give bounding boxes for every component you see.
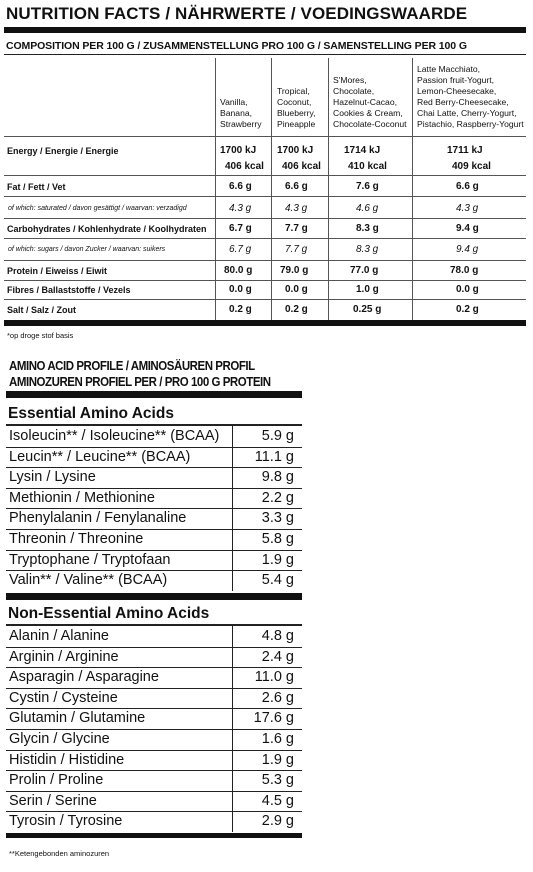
row-rule <box>4 280 526 281</box>
amino-name: Histidin / Histidine <box>9 751 125 768</box>
amino-name: Tyrosin / Tyrosine <box>9 813 123 830</box>
column-divider <box>232 467 233 488</box>
fat-value-1: 6.6 g <box>229 181 252 192</box>
row-rule <box>6 688 302 689</box>
essential-bottom-rule <box>6 593 302 600</box>
energy-kcal-2: 406 kcal <box>282 161 321 172</box>
carbs-value-1: 6.7 g <box>229 223 252 234</box>
row-rule <box>6 467 302 468</box>
row-rule <box>6 647 302 648</box>
sugars-value-3: 8.3 g <box>356 244 379 255</box>
salt-value-1: 0.2 g <box>229 304 252 315</box>
amino-name: Leucin** / Leucine** (BCAA) <box>9 448 191 465</box>
column-divider <box>232 529 233 550</box>
amino-name: Lysin / Lysine <box>9 469 96 486</box>
energy-kj-1: 1700 kJ <box>220 145 257 156</box>
composition-rule <box>4 54 526 55</box>
composition-heading: COMPOSITION PER 100 G / ZUSAMMENSTELLUNG PRO 100 G / SAMENSTELLING PER 100 G <box>6 40 467 52</box>
column-divider <box>232 770 233 791</box>
amino-name: Glycin / Glycine <box>9 731 110 747</box>
column-divider <box>232 667 233 688</box>
row-rule <box>4 175 526 176</box>
salt-value-4: 0.2 g <box>456 304 479 315</box>
energy-kcal-3: 410 kcal <box>348 161 387 172</box>
column-divider <box>232 447 233 468</box>
protein-value-4: 78.0 g <box>450 265 479 276</box>
footnote-bcaa: **Ketengebonden aminozuren <box>9 849 110 858</box>
energy-label: Energy / Energie / Energie <box>7 146 119 156</box>
row-rule <box>6 550 302 551</box>
salt-value-3: 0.25 g <box>353 304 382 315</box>
column-divider <box>232 750 233 771</box>
amino-name: Isoleucin** / Isoleucine** (BCAA) <box>9 428 220 444</box>
flavor-column-2: Tropical, Coconut, Blueberry, Pineapple <box>277 86 316 129</box>
column-divider <box>232 626 233 647</box>
row-rule <box>4 299 526 300</box>
column-divider <box>232 647 233 668</box>
carbs-value-2: 7.7 g <box>285 223 308 234</box>
row-rule <box>6 488 302 489</box>
row-rule <box>6 791 302 792</box>
fibres-value-4: 0.0 g <box>456 284 479 295</box>
amino-name: Methionin / Methionine <box>9 489 155 506</box>
fibres-value-3: 1.0 g <box>356 284 379 295</box>
amino-name: Asparagin / Asparagine <box>9 669 159 686</box>
amino-value: 3.3 g <box>261 510 294 527</box>
amino-value: 11.1 g <box>254 448 294 465</box>
section-rule <box>6 424 302 426</box>
amino-name: Cystin / Cysteine <box>9 689 118 706</box>
salt-value-2: 0.2 g <box>285 304 308 315</box>
column-divider <box>232 426 233 447</box>
amino-title-1: AMINO ACID PROFILE / AMINOSÄUREN PROFIL <box>9 359 255 373</box>
column-divider <box>232 811 233 832</box>
amino-name: Phenylalanin / Fenylanaline <box>9 510 187 527</box>
row-rule <box>6 750 302 751</box>
column-divider <box>232 508 233 529</box>
column-divider <box>232 729 233 750</box>
row-rule <box>4 196 526 197</box>
saturated-value-2: 4.3 g <box>285 203 308 214</box>
column-divider <box>232 570 233 591</box>
carbs-label: Carbohydrates / Kohlenhydrate / Koolhydraten <box>7 224 207 234</box>
amino-value: 2.9 g <box>261 813 294 830</box>
row-rule <box>4 238 526 239</box>
amino-name: Serin / Serine <box>9 792 97 809</box>
amino-value: 4.8 g <box>261 628 294 644</box>
row-rule <box>6 529 302 530</box>
fibres-value-1: 0.0 g <box>229 284 252 295</box>
energy-kcal-1: 406 kcal <box>225 161 264 172</box>
amino-value: 17.6 g <box>253 710 294 727</box>
amino-name: Threonin / Threonine <box>9 531 144 547</box>
flavor-column-4: Latte Macchiato, Passion fruit-Yogurt, Lemon-Cheesecake, Red Berry-Cheesecake, Chai Latte, Cherry-Yogurt, Pistachio, Raspberry-Yogurt <box>417 64 524 129</box>
sugars-value-4: 9.4 g <box>456 244 479 255</box>
energy-kcal-4: 409 kcal <box>452 161 491 172</box>
protein-value-3: 77.0 g <box>350 265 379 276</box>
amino-value: 11.0 g <box>254 669 294 686</box>
row-rule <box>4 260 526 261</box>
amino-name: Valin** / Valine** (BCAA) <box>9 572 168 589</box>
flavor-column-1: Vanilla, Banana, Strawberry <box>220 97 262 129</box>
row-rule <box>4 218 526 219</box>
column-divider <box>232 688 233 709</box>
saturated-value-1: 4.3 g <box>229 203 252 214</box>
protein-value-1: 80.0 g <box>224 265 253 276</box>
salt-label: Salt / Salz / Zout <box>7 305 77 315</box>
row-rule <box>6 508 302 509</box>
amino-bottom-rule <box>6 833 302 838</box>
energy-kj-4: 1711 kJ <box>447 145 483 156</box>
row-rule <box>6 770 302 771</box>
fat-value-3: 7.6 g <box>356 181 379 192</box>
fat-value-2: 6.6 g <box>285 181 308 192</box>
fat-label: Fat / Fett / Vet <box>7 182 66 192</box>
amino-value: 1.9 g <box>261 551 294 568</box>
row-rule <box>6 447 302 448</box>
amino-value: 1.9 g <box>261 751 294 768</box>
row-rule <box>6 708 302 709</box>
amino-value: 5.4 g <box>261 572 294 589</box>
sugars-value-2: 7.7 g <box>285 244 308 255</box>
energy-kj-2: 1700 kJ <box>277 145 314 156</box>
column-divider <box>232 708 233 729</box>
protein-label: Protein / Eiweiss / Eiwit <box>7 266 108 276</box>
carbs-value-3: 8.3 g <box>356 223 379 234</box>
fibres-value-2: 0.0 g <box>285 284 308 295</box>
amino-value: 2.2 g <box>261 489 294 506</box>
amino-value: 5.9 g <box>261 428 294 444</box>
amino-name: Arginin / Arginine <box>9 648 119 665</box>
amino-name: Prolin / Proline <box>9 772 104 789</box>
column-divider <box>232 791 233 812</box>
amino-name: Tryptophane / Tryptofaan <box>9 551 171 568</box>
fibres-label: Fibres / Ballaststoffe / Vezels <box>7 285 131 295</box>
row-rule <box>6 811 302 812</box>
sugars-label: of which: sugars / davon Zucker / waarvan: suikers <box>8 246 166 253</box>
table-bottom-rule <box>4 320 526 326</box>
amino-value: 9.8 g <box>261 469 294 486</box>
essential-heading: Essential Amino Acids <box>8 405 174 422</box>
column-divider <box>232 488 233 509</box>
amino-value: 4.5 g <box>261 792 294 809</box>
amino-value: 2.4 g <box>261 648 294 665</box>
carbs-value-4: 9.4 g <box>456 223 479 234</box>
amino-value: 5.3 g <box>261 772 294 789</box>
section-rule <box>6 624 302 626</box>
row-rule <box>4 136 526 137</box>
title-rule <box>4 27 526 33</box>
amino-name: Alanin / Alanine <box>9 628 109 644</box>
sugars-value-1: 6.7 g <box>229 244 252 255</box>
column-divider <box>232 550 233 571</box>
saturated-value-3: 4.6 g <box>356 203 379 214</box>
row-rule <box>6 570 302 571</box>
amino-value: 5.8 g <box>261 531 294 547</box>
nonessential-heading: Non-Essential Amino Acids <box>8 605 210 622</box>
nutrition-title: NUTRITION FACTS / NÄHRWERTE / VOEDINGSWAARDE <box>6 4 468 23</box>
amino-name: Glutamin / Glutamine <box>9 710 146 727</box>
saturated-value-4: 4.3 g <box>456 203 479 214</box>
row-rule <box>6 729 302 730</box>
protein-value-2: 79.0 g <box>280 265 309 276</box>
flavor-column-3: S'Mores, Chocolate, Hazelnut-Cacao, Cookies & Cream, Chocolate-Coconut <box>333 75 407 129</box>
amino-title-rule <box>6 391 302 398</box>
amino-value: 1.6 g <box>261 731 294 747</box>
fat-value-4: 6.6 g <box>456 181 479 192</box>
amino-title-2: AMINOZUREN PROFIEL PER / PRO 100 G PROTEIN <box>9 375 271 389</box>
amino-value: 2.6 g <box>261 689 294 706</box>
energy-kj-3: 1714 kJ <box>344 145 381 156</box>
footnote-dry-matter: *op droge stof basis <box>7 331 74 340</box>
row-rule <box>6 667 302 668</box>
saturated-label: of which: saturated / davon gesättigt / waarvan: verzadigd <box>8 205 187 212</box>
